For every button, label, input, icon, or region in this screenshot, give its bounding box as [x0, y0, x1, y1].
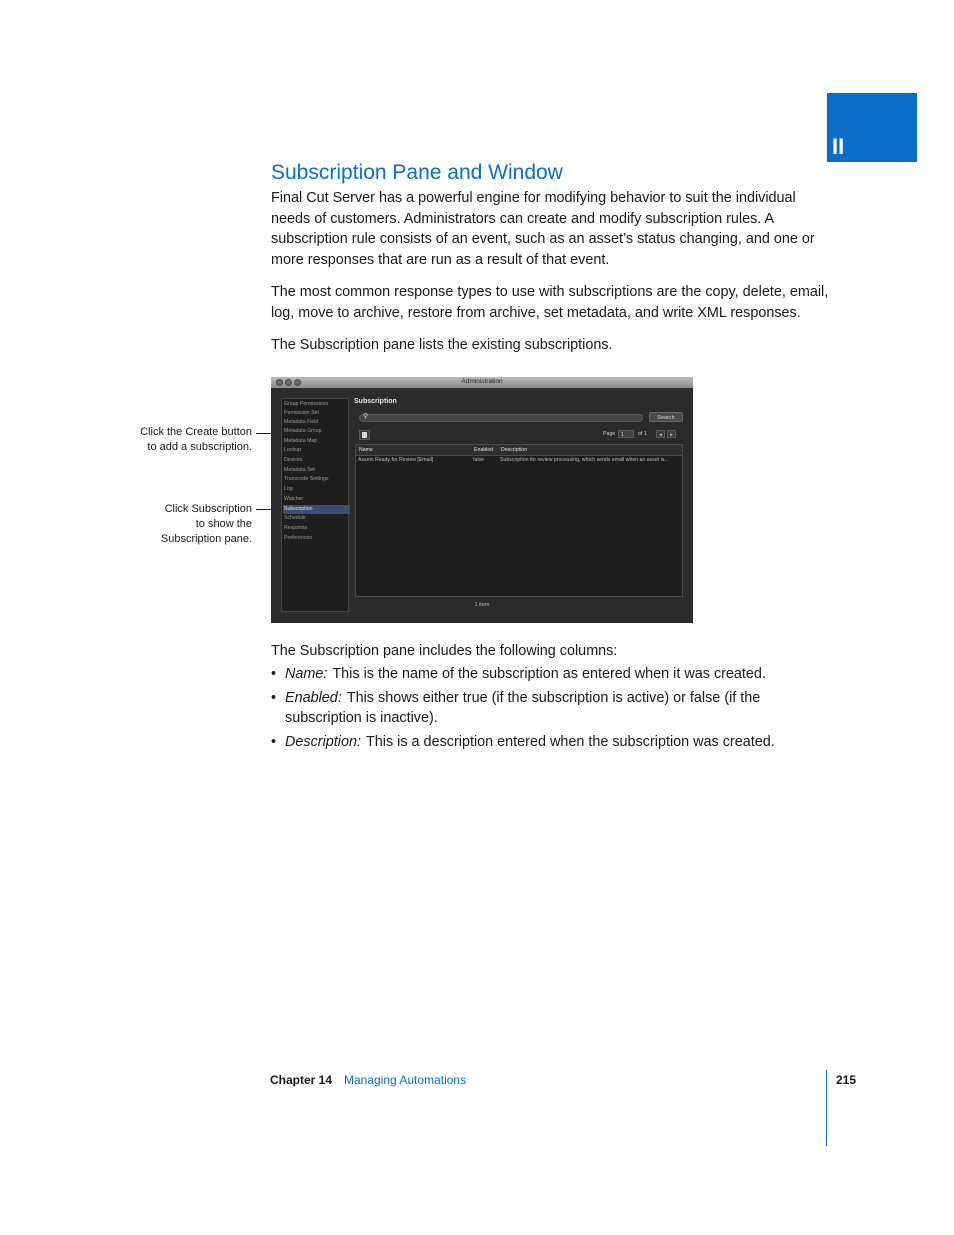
sidebar-item-log[interactable]: Log [284, 486, 293, 492]
list-item-text: This is the name of the subscription as entered when it was created. [332, 666, 766, 682]
sidebar-item-devices[interactable]: Devices [284, 457, 303, 463]
list-item: • Description: This is a description entered when the subscription was created. [271, 733, 775, 750]
part-tab [827, 93, 917, 162]
item-count: 1 item [474, 602, 490, 608]
window-titlebar [271, 377, 693, 388]
body-paragraph: The Subscription pane includes the following columns: [271, 643, 618, 659]
list-item: • Enabled: This shows either true (if the subscription is active) or false (if the subscription is inactive). [271, 689, 761, 726]
pager-label: Page [603, 431, 616, 437]
list-item-term: Description: [285, 733, 361, 750]
search-input[interactable] [359, 414, 643, 422]
admin-sidebar [281, 398, 349, 612]
sidebar-item-watcher[interactable]: Watcher [284, 496, 304, 502]
list-item: • Name: This is the name of the subscription as entered when it was created. [271, 666, 766, 682]
column-list [271, 664, 811, 755]
callout-create-button: Click the Create button to add a subscription. [140, 426, 252, 453]
table-header [356, 445, 682, 456]
page-number-field[interactable]: 1 [618, 430, 634, 438]
pane-title: Subscription [354, 398, 397, 405]
create-button[interactable] [359, 430, 370, 440]
search-icon: ⚲ [363, 413, 369, 420]
list-item-term: Enabled: [285, 689, 342, 706]
column-header-enabled[interactable]: Enabled [474, 447, 494, 453]
section-title: Subscription Pane and Window [271, 161, 563, 184]
window-title: Administration [461, 378, 503, 385]
list-item-term: Name: [285, 666, 328, 682]
list-item-text: This shows either true (if the subscription is active) or false (if the subscription is inactive). [285, 689, 761, 726]
sidebar-item-preferences[interactable]: Preferences [284, 535, 312, 541]
sidebar-item-lookup[interactable]: Lookup [284, 447, 302, 453]
sidebar-item-transcode-settings[interactable]: Transcode Settings [284, 476, 329, 482]
new-document-icon [362, 432, 367, 438]
subscription-table [355, 444, 683, 597]
sidebar-item-schedule[interactable]: Schedule [284, 515, 306, 521]
prev-page-button[interactable]: ◂ [656, 430, 665, 438]
cell-description: Subscription for review processing, which sends email when an asset is... [500, 457, 669, 463]
part-number: II [832, 134, 845, 159]
cell-enabled: false [473, 457, 484, 463]
footer-divider [826, 1070, 827, 1146]
sidebar-item-metadata-set[interactable]: Metadata Set [284, 467, 315, 473]
sidebar-item-metadata-group[interactable]: Metadata Group [284, 428, 322, 434]
page-number: 215 [836, 1073, 857, 1087]
next-page-button[interactable]: ▸ [667, 430, 676, 438]
sidebar-item-group-permissions[interactable]: Group Permissions [284, 401, 329, 407]
sidebar-item-response[interactable]: Response [284, 525, 308, 531]
body-paragraph: The most common response types to use with subscriptions are the copy, delete, email, log, move to archive, restore from archive, set metadata, and write XML responses. [271, 284, 829, 321]
footer-chapter: Chapter 14 [270, 1073, 333, 1087]
sidebar-item-metadata-map[interactable]: Metadata Map [284, 438, 318, 444]
sidebar-item-subscription[interactable]: Subscription [283, 505, 350, 514]
list-item-text: This is a description entered when the subscription was created. [365, 733, 775, 750]
pager-total: of 1 [638, 431, 647, 437]
cell-name: Assets Ready for Review [Email] [358, 457, 434, 463]
callout-subscription: Click Subscription to show the Subscription pane. [160, 503, 252, 545]
sidebar-item-metadata-field[interactable]: Metadata Field [284, 419, 319, 425]
column-header-description[interactable]: Description [501, 447, 527, 453]
footer-chapter-title: Managing Automations [344, 1073, 467, 1087]
column-header-name[interactable]: Name [359, 447, 373, 453]
administration-window-screenshot [271, 377, 693, 623]
body-paragraph: The Subscription pane lists the existing subscriptions. [271, 337, 613, 353]
search-button[interactable]: Search [649, 412, 683, 422]
sidebar-item-permission-set[interactable]: Permission Set [284, 410, 319, 416]
body-paragraph: Final Cut Server has a powerful engine for modifying behavior to suit the individual needs of customers. Administrators can create and modify subscription rules. A subscription rule consists of an event, such as an asset’s status changing, and one or more responses that are run as a result of that event. [271, 190, 815, 268]
